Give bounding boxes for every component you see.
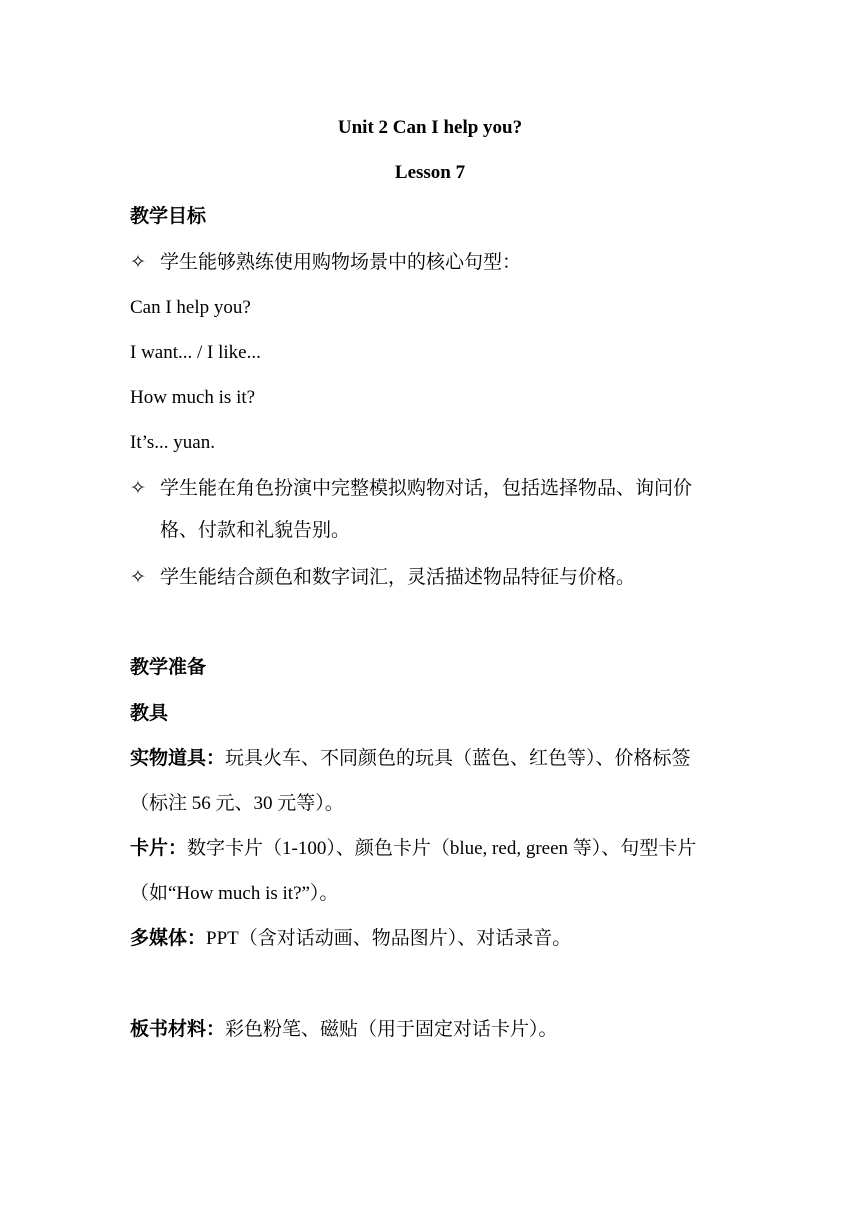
media-paragraph (130, 926, 730, 952)
objective-item-1 (130, 250, 730, 276)
preparation-heading: 教学准备 (130, 657, 207, 678)
objective-item-2 (130, 476, 730, 502)
objective-text-continued: 格、付款和礼貌告别。 (160, 520, 351, 541)
objective-item-3 (130, 565, 730, 591)
bullet-diamond-icon: ✧ (130, 478, 146, 499)
objective-text: 学生能结合颜色和数字词汇，灵活描述物品特征与价格。 (160, 567, 636, 588)
sentence-pattern: How much is it? (130, 387, 256, 408)
media-text: PPT（含对话动画、物品图片）、对话录音。 (206, 928, 572, 949)
props-text: 玩具火车、不同颜色的玩具（蓝色、红色等）、价格标签 (225, 748, 691, 769)
sentence-pattern: Can I help you? (130, 297, 251, 318)
objective-text: 学生能够熟练使用购物场景中的核心句型： (160, 252, 522, 273)
tools-heading: 教具 (130, 703, 169, 724)
lesson-title: Lesson 7 (394, 162, 466, 183)
sentence-pattern: I want... / I like... (130, 342, 261, 363)
unit-title: Unit 2 Can I help you? (337, 117, 523, 138)
objectives-heading: 教学目标 (130, 206, 207, 227)
cards-text-continued: （如“How much is it?”）。 (130, 883, 339, 904)
board-label: 板书材料： (130, 1019, 226, 1040)
objective-text: 学生能在角色扮演中完整模拟购物对话，包括选择物品、询问价 (160, 478, 693, 499)
props-label: 实物道具： (130, 748, 226, 769)
bullet-diamond-icon: ✧ (130, 567, 146, 588)
props-text-continued: （标注 56 元、30 元等）。 (130, 793, 344, 814)
sentence-pattern: It’s... yuan. (130, 432, 215, 453)
board-text: 彩色粉笔、磁贴（用于固定对话卡片）。 (225, 1019, 558, 1040)
cards-label: 卡片： (130, 838, 188, 859)
cards-text: 数字卡片（1-100）、颜色卡片（blue, red, green 等）、句型卡片 (187, 838, 697, 859)
props-paragraph (130, 746, 730, 772)
board-paragraph (130, 1017, 730, 1043)
media-label: 多媒体： (130, 928, 207, 949)
cards-paragraph (130, 836, 730, 862)
bullet-diamond-icon: ✧ (130, 252, 146, 273)
